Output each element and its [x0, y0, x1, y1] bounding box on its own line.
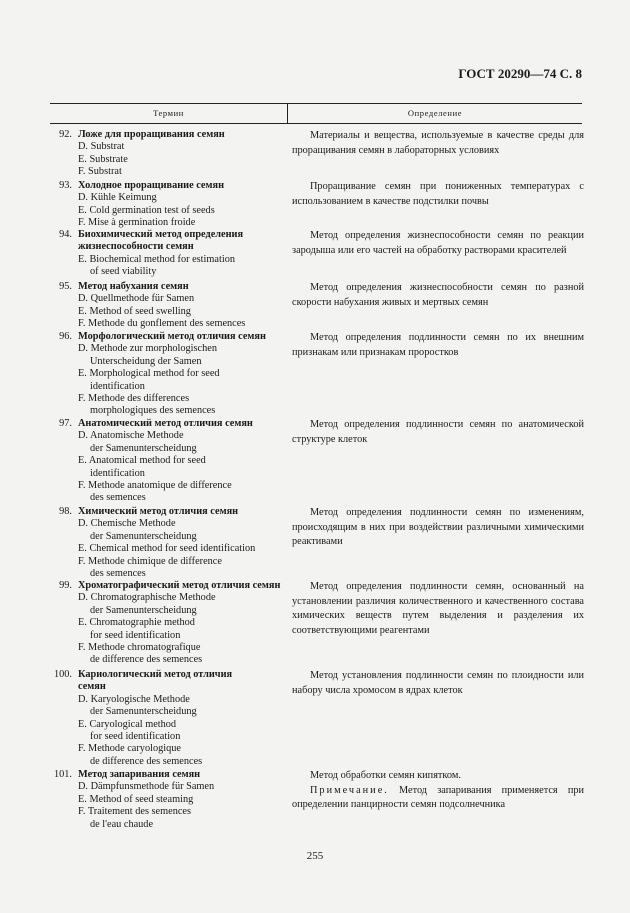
- foreign-equivalent: E. Caryological method: [78, 718, 177, 730]
- term-title: [50, 418, 287, 430]
- definition-text: Метод определения подлинности семян по их внешним признакам или признакам проростков: [292, 332, 584, 358]
- foreign-equivalent: de difference des semences: [90, 654, 203, 666]
- foreign-equivalent: identification: [90, 467, 145, 479]
- table-header-rule: [50, 123, 582, 124]
- foreign-equivalent: F. Methode du gonflement des semences: [78, 318, 246, 330]
- foreign-equivalent: der Samenunterscheidung: [90, 442, 197, 454]
- term-number: 93.: [59, 180, 72, 191]
- term-title-text: Биохимический метод определения: [78, 229, 244, 240]
- term-title: [50, 180, 287, 192]
- term-number: 100.: [53, 669, 72, 680]
- foreign-equivalent: identification: [90, 380, 145, 392]
- definition: [292, 769, 584, 813]
- foreign-equivalent: E. Cold germination test of seeds: [78, 204, 215, 216]
- definition-text: Материалы и вещества, используемые в качестве среды для проращивания семян в лабораторных условиях: [292, 130, 584, 156]
- page-number: 255: [306, 850, 324, 862]
- term-column: [50, 506, 287, 580]
- definition-text: Метод определения жизнеспособности семян по реакции зародыша или его частей на обработку растворами красителей: [292, 230, 584, 256]
- term-number: 92.: [59, 129, 72, 140]
- term-title-text: Химический метод отличия семян: [78, 506, 239, 517]
- term-number: 95.: [59, 281, 72, 292]
- term-title-text: Метод запаривания семян: [78, 769, 201, 780]
- foreign-equivalent: E. Method of seed swelling: [78, 305, 191, 317]
- term-title: [50, 669, 287, 681]
- foreign-equivalent: F. Substrat: [78, 166, 122, 178]
- table-top-rule: [50, 103, 582, 104]
- definition: [292, 418, 584, 447]
- term-title: [50, 580, 287, 592]
- term-title-text: Ложе для проращивания семян: [78, 129, 225, 140]
- foreign-equivalent: F. Methode chimique de difference: [78, 555, 222, 567]
- foreign-equivalent: D. Karyologische Methode: [78, 693, 190, 705]
- definition-text: Метод определения подлинности семян по изменениям, происходящим в них при воздействии различными химическими реактивами: [292, 507, 584, 547]
- foreign-equivalent: D. Chemische Methode: [78, 518, 176, 530]
- term-title-text: семян: [78, 681, 106, 693]
- term-title: [50, 281, 287, 293]
- term-title-text: жизнеспособности семян: [78, 241, 194, 253]
- foreign-equivalent: E. Anatomical method for seed: [78, 455, 206, 467]
- foreign-equivalent: der Samenunterscheidung: [90, 530, 197, 542]
- definition-text: Метод обработки семян кипятком.: [310, 770, 461, 781]
- foreign-equivalent: D. Anatomische Methode: [78, 430, 184, 442]
- term-number: 101.: [53, 769, 72, 780]
- definition: [292, 129, 584, 158]
- column-header-definitions: Определение: [407, 108, 463, 118]
- term-title: [50, 769, 287, 781]
- term-number: 98.: [59, 506, 72, 517]
- term-number: 94.: [59, 229, 72, 240]
- definition: [292, 580, 584, 638]
- foreign-equivalent: D. Quellmethode für Samen: [78, 293, 195, 305]
- foreign-equivalent: of seed viability: [90, 266, 157, 278]
- definition-text: Проращивание семян при пониженных температурах с использованием в качестве подстилки почвы: [292, 181, 584, 207]
- foreign-equivalent: Unterscheidung der Samen: [90, 355, 202, 367]
- foreign-equivalent: E. Biochemical method for estimation: [78, 253, 235, 265]
- foreign-equivalent: des semences: [90, 568, 146, 580]
- foreign-equivalent: morphologiques des semences: [90, 405, 216, 417]
- foreign-equivalent: D. Kühle Keimung: [78, 192, 157, 204]
- definition: [292, 506, 584, 550]
- foreign-equivalent: D. Methode zur morphologischen: [78, 343, 217, 355]
- foreign-equivalent: E. Chemical method for seed identification: [78, 543, 256, 555]
- term-column: [50, 580, 287, 667]
- term-number: 97.: [59, 418, 72, 429]
- term-title: [50, 241, 287, 253]
- definition: [292, 669, 584, 698]
- foreign-equivalent: D. Dämpfunsmethode für Samen: [78, 781, 215, 793]
- definition: [292, 180, 584, 209]
- foreign-equivalent: for seed identification: [90, 731, 181, 743]
- foreign-equivalent: de difference des semences: [90, 755, 203, 767]
- foreign-equivalent: F. Methode caryologique: [78, 743, 181, 755]
- foreign-equivalent: E. Morphological method for seed: [78, 368, 220, 380]
- foreign-equivalent: de l'eau chaude: [90, 818, 154, 830]
- term-title-text: Анатомический метод отличия семян: [78, 418, 253, 429]
- definition-note: [292, 784, 584, 813]
- foreign-equivalent: E. Substrate: [78, 153, 128, 165]
- term-column: [50, 669, 287, 768]
- page-header: ГОСТ 20290—74 С. 8: [458, 66, 582, 81]
- term-column: [50, 769, 287, 831]
- definition: [292, 229, 584, 258]
- term-number: 99.: [59, 580, 72, 591]
- foreign-equivalent: D. Substrat: [78, 141, 125, 153]
- note-label: Примечание.: [310, 784, 389, 796]
- foreign-equivalent: D. Chromatographische Methode: [78, 592, 216, 604]
- term-title: [50, 129, 287, 141]
- term-title: [50, 229, 287, 241]
- foreign-equivalent: for seed identification: [90, 629, 181, 641]
- definition-text: Метод определения подлинности семян, основанный на установлении различия количественного и качественного состава химических веществ путем выделения и разделения их соответствующими реагентами: [292, 581, 584, 636]
- foreign-equivalent: E. Chromatographie method: [78, 617, 195, 629]
- foreign-equivalent: der Samenunterscheidung: [90, 604, 197, 616]
- definition-text: Метод определения жизнеспособности семян по разной скорости набухания живых и мертвых семян: [292, 282, 584, 308]
- term-column: [50, 129, 287, 179]
- term-title-text: Кариологический метод отличия: [78, 669, 233, 680]
- term-column: [50, 331, 287, 418]
- term-title: [50, 331, 287, 343]
- foreign-equivalent: der Samenunterscheidung: [90, 706, 197, 718]
- term-title-text: Холодное проращивание семян: [78, 180, 225, 191]
- foreign-equivalent: des semences: [90, 492, 146, 504]
- definition: [292, 331, 584, 360]
- term-column: [50, 281, 287, 331]
- note-text: Метод запаривания применяется при определении панцирности семян подсолнечника: [292, 784, 584, 810]
- foreign-equivalent: F. Methode chromatografique: [78, 642, 201, 654]
- definition-text: Метод определения подлинности семян по анатомической структуре клеток: [292, 419, 584, 445]
- term-title-text: Метод набухания семян: [78, 281, 189, 292]
- definition: [292, 281, 584, 310]
- term-title-text: Морфологический метод отличия семян: [78, 331, 266, 342]
- term-title: [50, 681, 287, 693]
- foreign-equivalent: F. Mise à germination froide: [78, 217, 196, 229]
- definition-text: Метод установления подлинности семян по плоидности или набору числа хромосом в ядрах клеток: [292, 670, 584, 696]
- term-column: [50, 229, 287, 279]
- term-number: 96.: [59, 331, 72, 342]
- column-header-terms: Термин: [153, 108, 184, 118]
- foreign-equivalent: E. Method of seed steaming: [78, 793, 194, 805]
- term-title: [50, 506, 287, 518]
- term-column: [50, 418, 287, 505]
- foreign-equivalent: F. Traitement des semences: [78, 806, 191, 818]
- foreign-equivalent: F. Methode des differences: [78, 393, 190, 405]
- term-title-text: Хроматографический метод отличия семян: [78, 580, 281, 591]
- foreign-equivalent: F. Methode anatomique de difference: [78, 480, 232, 492]
- term-column: [50, 180, 287, 230]
